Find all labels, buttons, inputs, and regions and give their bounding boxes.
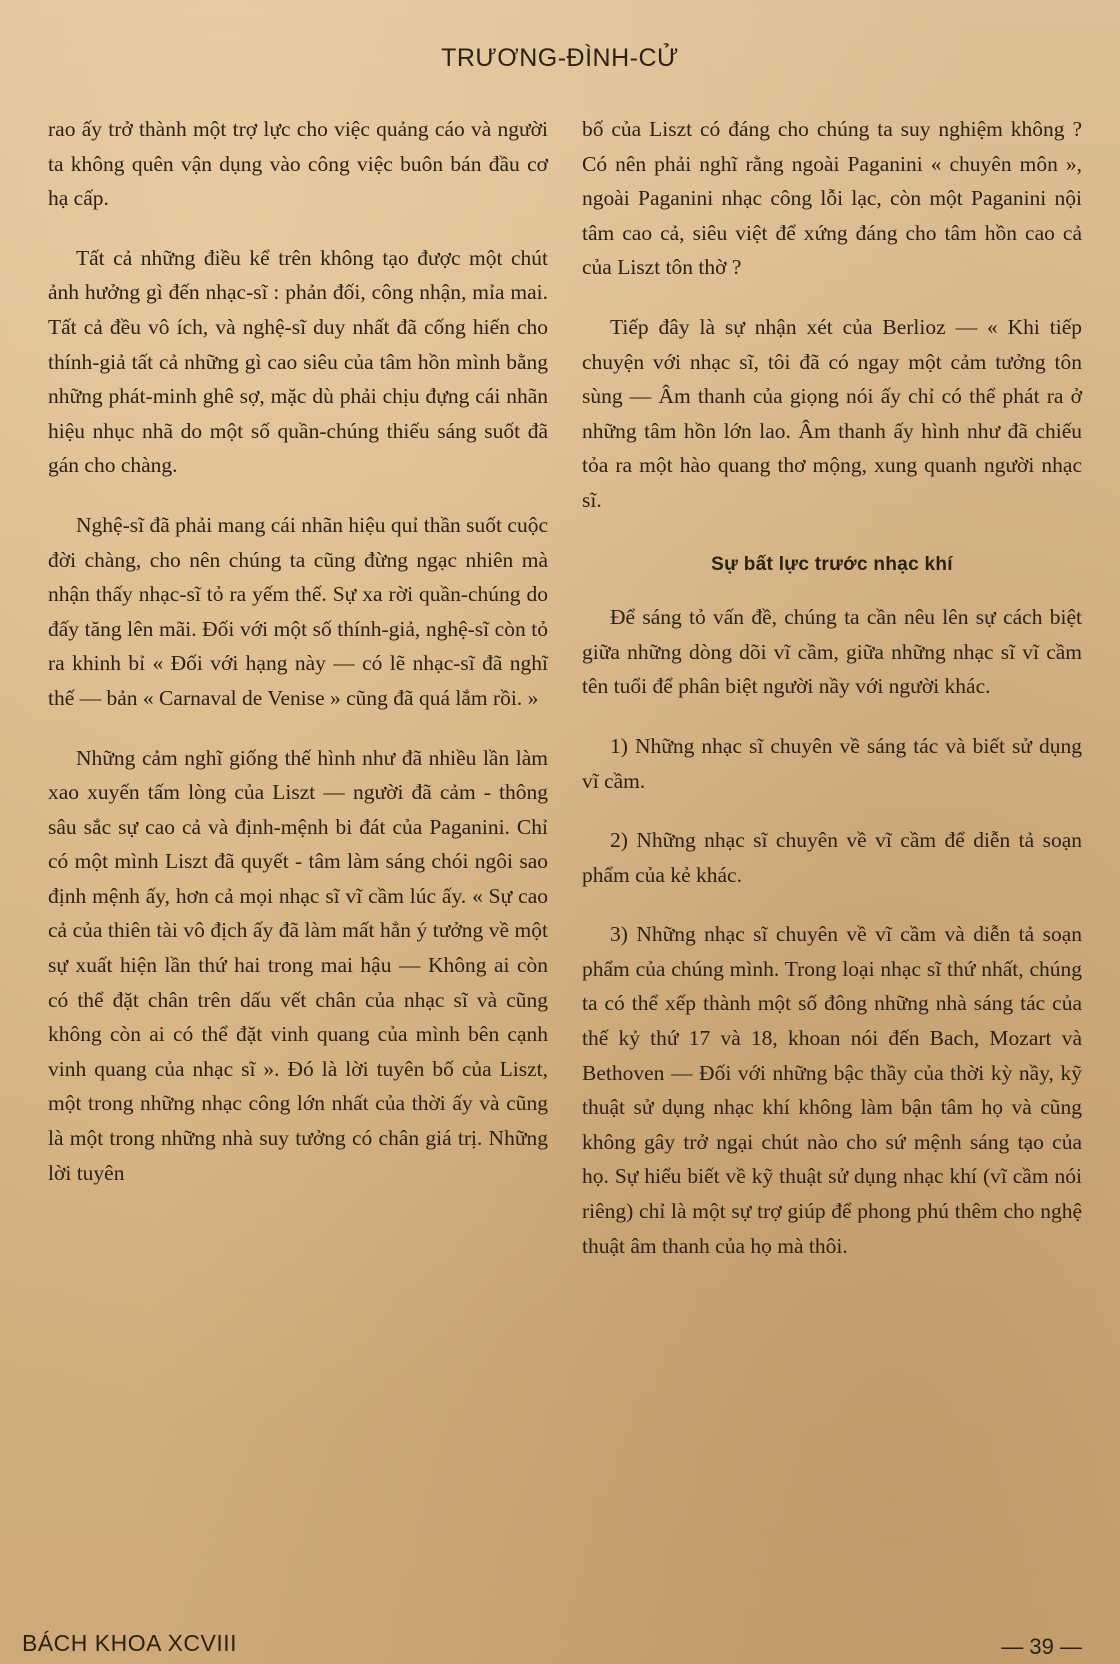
right-paragraph-1: bố của Liszt có đáng cho chúng ta suy nghiệm không ? Có nên phải nghĩ rằng ngoài Paganini « chuyên môn », ngoài Paganini nhạc công lỗi lạc, còn một Paganini nội tâm cao cả, siêu việt để xứng đáng cho tâm hồn cao cả của Liszt tôn thờ ? bbox=[582, 117, 1082, 280]
list-item-3: 3) Những nhạc sĩ chuyên về vĩ cầm và diễn tả soạn phẩm của chúng mình. Trong loại nhạc sĩ thứ nhất, chúng ta có thể xếp thành một số đông những nhà sáng tác của thế kỷ thứ 17 và 18, khoan nói đến Bach, Mozart và Bethoven — Đối với những bậc thầy của thời kỳ nầy, kỹ thuật sử dụng nhạc khí không làm bận tâm họ và cũng không gây trở ngại chút nào cho sứ mệnh sáng tạo của họ. Sự hiểu biết về kỹ thuật sử dụng nhạc khí (vĩ cầm nói riêng) chỉ là một sự trợ giúp để phong phú thêm cho nghệ thuật âm thanh của họ mà thôi. bbox=[582, 922, 1082, 1258]
page-number: — 39 — bbox=[1001, 1634, 1082, 1659]
right-paragraph-3: Để sáng tỏ vấn đề, chúng ta cần nêu lên sự cách biệt giữa những dòng dõi vĩ cầm, giữa những nhạc sĩ vĩ cầm tên tuổi để phân biệt người nầy với người khác. bbox=[582, 605, 1082, 699]
list-item-1: 1) Những nhạc sĩ chuyên về sáng tác và biết sử dụng vĩ cầm. bbox=[582, 733, 1082, 793]
running-header: TRƯƠNG-ĐÌNH-CỬ bbox=[441, 44, 679, 72]
right-paragraph-2: Tiếp đây là sự nhận xét của Berlioz — « Khi tiếp chuyện với nhạc sĩ, tôi đã có ngay một cảm tưởng tôn sùng — Âm thanh của giọng nói ấy chỉ có thể phát ra ở những tâm hồn lớn lao. Âm thanh ấy hình như đã chiếu tỏa ra một hào quang thơ mộng, xung quanh người nhạc sĩ. bbox=[582, 314, 1082, 512]
list-item-2: 2) Những nhạc sĩ chuyên về vĩ cầm để diễn tả soạn phẩm của kẻ khác. bbox=[582, 828, 1082, 887]
right-column bbox=[582, 112, 1082, 1288]
section-heading: Sự bất lực trước nhạc khí bbox=[711, 553, 953, 575]
left-column bbox=[48, 112, 548, 1215]
left-paragraph-2: Tất cả những điều kể trên không tạo được một chút ảnh hưởng gì đến nhạc-sĩ : phản đối, công nhận, mỉa mai. Tất cả đều vô ích, và nghệ-sĩ duy nhất đã cống hiến cho thính-giả tất cả những gì cao siêu của tâm hồn mình bằng những phát-minh ghê sợ, mặc dù phải chịu đựng cái nhãn hiệu nhục nhã do một số quần-chúng thiếu sáng suốt đã gán cho chàng. bbox=[48, 245, 548, 478]
left-paragraph-1: rao ấy trở thành một trợ lực cho việc quảng cáo và người ta không quên vận dụng vào công việc buôn bán đầu cơ hạ cấp. bbox=[48, 117, 548, 211]
left-paragraph-3: Nghệ-sĩ đã phải mang cái nhãn hiệu quỉ thần suốt cuộc đời chàng, cho nên chúng ta cũng đừng ngạc nhiên mà nhận thấy nhạc-sĩ tỏ ra yếm thế. Sự xa rời quần-chúng do đấy tăng lên mãi. Đối với một số thính-giả, nghệ-sĩ còn tỏ ra khinh bỉ « Đối với hạng này — có lẽ nhạc-sĩ đã nghĩ thế — bản « Carnaval de Venise » cũng đã quá lắm rồi. » bbox=[48, 512, 548, 710]
magazine-footer: BÁCH KHOA XCVIII bbox=[22, 1630, 238, 1656]
left-paragraph-4: Những cảm nghĩ giống thế hình như đã nhiều lần làm xao xuyến tấm lòng của Liszt — người đã cảm - thông sâu sắc sự cao cả và định-mệnh bi đát của Paganini. Chỉ có một mình Liszt đã quyết - tâm làm sáng chói ngôi sao định mệnh ấy, hơn cả mọi nhạc sĩ vĩ cầm lúc ấy. « Sự cao cả của thiên tài vô địch ấy đã làm mất hẳn ý tưởng về một sự xuất hiện lần thứ hai trong mai hậu — Không ai còn có thể đặt chân trên dấu vết chân của nhạc sĩ và cũng không còn ai có thể đặt vinh quang của mình bên cạnh vinh quang của nhạc sĩ ». Đó là lời tuyên bố của Liszt, một trong những nhạc công lớn nhất của thời ấy và cũng là một trong những nhà suy tưởng có chân giá trị. Những lời tuyên bbox=[48, 745, 548, 1185]
